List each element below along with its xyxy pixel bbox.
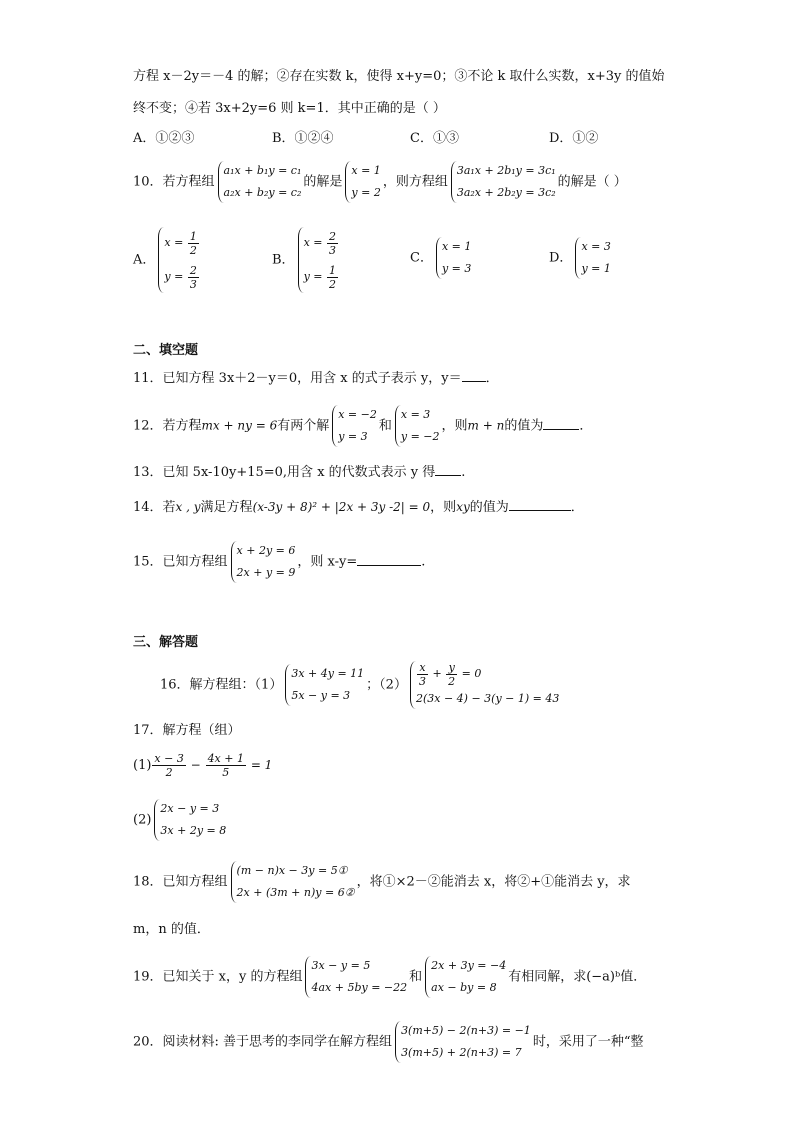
q16-system-2: $\frac{x}{3}$ + $\frac{y}{2}$ = 0 2(3x − 4) − 3(y − 1) = 43 [409,660,559,710]
q16: 16．解方程组：（1） 3x + 4y = 11 5x − y = 3 ；（2） $\frac{x}{3}$ + $\frac{y}{2}$ = 0 2(3x − 4) − 3(y − 1) = 43 [160,660,561,710]
q19-system-1: 3x − y = 5 4ax + 5by = −22 [304,955,407,999]
q10-option-c: C． x = 1 y = 3 [410,236,473,280]
q12-system-1: x = −2 y = 3 [331,404,377,448]
q10-prefix: 10．若方程组 [133,174,215,190]
q20-system: 3(m+5) − 2(n+3) = −1 3(m+5) + 2(n+3) = 7 [394,1020,531,1064]
q9-option-b: B．①②④ [272,131,334,146]
q20: 20．阅读材料: 善于思考的李同学在解方程组 3(m+5) − 2(n+3) = −1 3(m+5) + 2(n+3) = 7 时，采用了一种“整 [133,1020,643,1064]
q10-option-c-system: x = 1 y = 3 [435,236,471,280]
q16-system-1: 3x + 4y = 11 5x − y = 3 [284,663,364,707]
q17-part2-system: 2x − y = 3 3x + 2y = 8 [153,798,226,842]
q10-option-b-system: x = $\frac{2}{3}$ y = $\frac{1}{2}$ [297,226,339,294]
q12-answer-blank[interactable] [543,417,579,430]
q14: 14．若x , y满足方程(x-3y + 8)² + |2x + 3y -2| = 0，则xy的值为 ． [133,500,584,515]
q13: 13．已知 5x-10y+15=0,用含 x 的代数式表示 y 得 . [133,465,466,480]
q12: 12．若方程mx + ny = 6有两个解 x = −2 y = 3 和 x = 3 y = −2 ，则m + n的值为 ． [133,404,592,448]
q11-answer-blank[interactable] [462,369,486,382]
q15-system: x + 2y = 6 2x + y = 9 [230,540,296,584]
q15-answer-blank[interactable] [357,553,421,566]
q19-system-2: 2x + 3y = −4 ax − by = 8 [424,955,506,999]
q17-part1: (1) $\frac{x - 3}{2}$ − $\frac{4x + 1}{5}$ = 1 [133,752,273,779]
q9-line2: 终不变；④若 3x+2y=6 则 k=1．其中正确的是（ ） [133,101,446,116]
section-solve: 三、解答题 [133,635,199,650]
q10-option-d: D． x = 3 y = 1 [549,236,613,280]
q10-option-b: B． x = $\frac{2}{3}$ y = $\frac{1}{2}$ [272,226,341,294]
q13-answer-blank[interactable] [435,463,461,476]
q10-system-1: a₁x + b₁y = c₁ a₂x + b₂y = c₂ [217,160,302,204]
q15: 15．已知方程组 x + 2y = 6 2x + y = 9 ，则 x-y= . [133,540,425,584]
q17-title: 17．解方程（组） [133,723,241,738]
q9-line1: 方程 x－2y＝－4 的解；②存在实数 k，使得 x+y=0；③不论 k 取什么实数，x+3y 的值始 [133,69,665,84]
q10-system-3: 3a₁x + 2b₁y = 3c₁ 3a₂x + 2b₂y = 3c₂ [450,160,556,204]
q9-option-a: A．①②③ [133,131,195,146]
q12-system-2: x = 3 y = −2 [394,404,440,448]
q10-option-d-system: x = 3 y = 1 [574,236,610,280]
q10-stem: 10．若方程组 a₁x + b₁y = c₁ a₂x + b₂y = c₂ 的解是 x = 1 y = 2 ，则方程组 3a₁x + 2b₁y = 3c₁ 3a₂x + 2b₂y = 3c₂ 的解是（ ） [133,160,627,204]
q14-answer-blank[interactable] [509,498,571,511]
q19: 19．已知关于 x，y 的方程组 3x − y = 5 4ax + 5by = −22 和 2x + 3y = −4 ax − by = 8 有相同解，求(−a)ᵇ值． [133,955,646,999]
q18-system: (m − n)x − 3y = 5① 2x + (3m + n)y = 6② [230,860,355,904]
q11: 11．已知方程 3x＋2－y＝0，用含 x 的式子表示 y，y＝ ． [133,371,499,386]
q18: 18．已知方程组 (m − n)x − 3y = 5① 2x + (3m + n)y = 6② ，将①×2－②能消去 x，将②+①能消去 y，求 [133,860,631,904]
q10-system-2: x = 1 y = 2 [344,160,380,204]
q17-part2: (2) 2x − y = 3 3x + 2y = 8 [133,798,228,842]
section-fill-in: 二、填空题 [133,343,199,358]
q9-option-c: C．①③ [410,131,459,146]
q10-option-a: A． x = $\frac{1}{2}$ y = $\frac{2}{3}$ [133,226,202,294]
q9-option-d: D．①② [549,131,599,146]
q10-option-a-system: x = $\frac{1}{2}$ y = $\frac{2}{3}$ [157,226,199,294]
q18-line2: m，n 的值． [133,922,210,937]
